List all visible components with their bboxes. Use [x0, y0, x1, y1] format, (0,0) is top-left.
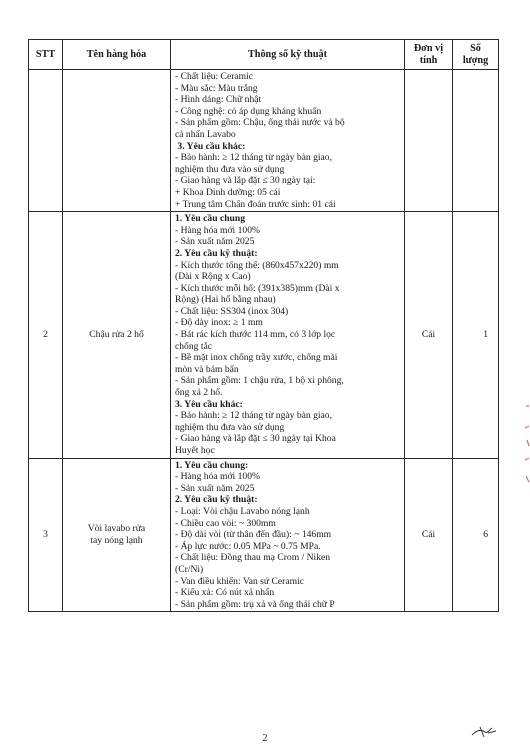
spec-section-heading: 3. Yêu cầu khác:	[175, 398, 243, 410]
spec-line: Rộng) (Hai hố bằng nhau)	[175, 294, 276, 306]
spec-line: - Màu sắc: Màu trắng	[175, 82, 258, 94]
spec-line: - Bảo hành: ≥ 12 tháng từ ngày bàn giao,	[175, 152, 333, 164]
header-unit-line1: Đơn vị	[413, 42, 444, 54]
spec-line: + Khoa Dinh dưỡng: 05 cái	[175, 186, 281, 198]
spec-line: - Công nghệ: có áp dụng kháng khuẩn	[175, 105, 322, 117]
table-row	[29, 458, 499, 612]
row-unit: Cái	[405, 212, 453, 458]
row-product-name	[63, 70, 171, 212]
row-unit: Cái	[405, 458, 453, 612]
spec-line: - Sản phẩm gồm: Chậu, ống thải nước và bộ	[175, 117, 345, 129]
table-row	[29, 212, 499, 458]
spec-line: cả nhấn Lavabo	[175, 128, 236, 140]
spec-section-heading: 2. Yêu cầu kỹ thuật:	[175, 494, 258, 506]
spec-section-heading: 1. Yêu cầu chung:	[175, 459, 249, 471]
spec-line: - Loại: Vòi chậu Lavabo nóng lạnh	[175, 505, 310, 517]
spec-line: - Giao hàng và lắp đặt ≤ 30 ngày tại:	[175, 175, 316, 187]
spec-line: + Trung tâm Chẩn đoán trước sinh: 01 cái	[175, 198, 336, 210]
row-unit	[405, 70, 453, 212]
spec-line: - Sản phẩm gồm: 1 chậu rửa, 1 bộ xi phông,	[175, 375, 344, 387]
spec-line: - Chiều cao vòi: ~ 300mm	[175, 517, 276, 529]
spec-line: Huyết học	[175, 445, 215, 456]
spec-line: mòn và bám bẩn	[175, 363, 239, 375]
header-product-name: Tên hàng hóa	[63, 40, 171, 70]
spec-line: - Kích thước mỗi hố: (391x385)mm (Dài x	[175, 282, 340, 294]
row-specifications	[171, 458, 405, 612]
table-header-row	[29, 40, 499, 70]
spec-line: nghiệm thu đưa vào sử dụng	[175, 163, 285, 175]
row-specifications	[171, 70, 405, 212]
row-quantity: 6	[453, 458, 499, 612]
signature-mark	[470, 724, 498, 740]
row-quantity: 1	[453, 212, 499, 458]
spec-section-heading: 1. Yêu cầu chung	[175, 213, 246, 225]
product-name-line1: Vòi lavabo rửa	[87, 523, 146, 535]
product-name-line2: tay nóng lạnh	[90, 534, 143, 546]
stamp-fragment-icon	[520, 398, 530, 488]
specifications-table	[28, 39, 499, 612]
spec-line: (Dài x Rộng x Cao)	[175, 271, 251, 283]
row-stt	[29, 70, 63, 212]
spec-line: - Chất liệu: Đồng thau mạ Crom / Niken	[175, 552, 331, 564]
spec-line: - Bát rác kích thước 114 mm, có 3 lớp lọc	[175, 329, 336, 341]
spec-line: - Sản xuất năm 2025	[175, 482, 255, 494]
row-stt: 2	[29, 212, 63, 458]
spec-line: - Giao hàng và lắp đặt ≤ 30 ngày tại Khoa	[175, 433, 336, 445]
row-product-name: Chậu rửa 2 hố	[63, 212, 171, 458]
spec-line: - Sản phẩm gồm: trụ xả và ống thải chữ P	[175, 598, 335, 610]
spec-line: - Sản xuất năm 2025	[175, 236, 255, 248]
header-specifications: Thông số kỹ thuật	[171, 40, 405, 70]
header-quantity-line2: lượng	[462, 54, 489, 66]
row-specifications	[171, 212, 405, 458]
spec-line: - Bề mặt inox chống trầy xước, chống mài	[175, 352, 338, 364]
spec-line: - Bảo hành: ≥ 12 tháng từ ngày bàn giao,	[175, 410, 333, 422]
spec-line: - Chất liệu: Ceramic	[175, 71, 254, 82]
row-quantity	[453, 70, 499, 212]
spec-line: - Van điều khiển: Van sứ Ceramic	[175, 575, 305, 587]
spec-line: - Chất liệu: SS304 (inox 304)	[175, 305, 289, 317]
header-unit	[405, 40, 453, 70]
spec-line: - Áp lực nước: 0.05 MPa ~ 0.75 MPa.	[175, 540, 321, 552]
spec-line: - Kiểu xả: Có nút xả nhấn	[175, 587, 275, 599]
header-stt: STT	[29, 40, 63, 70]
spec-line: nghiệm thu đưa vào sử dụng	[175, 421, 285, 433]
spec-section-heading: 3. Yêu cầu khác:	[175, 140, 246, 152]
spec-line: chống tắc	[175, 340, 213, 352]
spec-line: - Độ dày inox: ≥ 1 mm	[175, 317, 263, 329]
header-unit-line2: tính	[419, 54, 438, 66]
row-stt: 3	[29, 458, 63, 612]
spec-line: ống xả 2 hố.	[175, 387, 223, 399]
spec-line: (Cr/Ni)	[175, 563, 204, 575]
header-quantity-line1: Số	[470, 42, 481, 54]
row-product-name	[63, 458, 171, 612]
spec-line: - Kích thước tổng thể: (860x457x220) mm	[175, 259, 339, 271]
table-row	[29, 70, 499, 212]
spec-line: - Hàng hóa mới 100%	[175, 224, 261, 236]
spec-line: - Hình dáng: Chữ nhật	[175, 94, 262, 106]
spec-line: - Hàng hóa mới 100%	[175, 471, 261, 483]
header-quantity	[453, 40, 499, 70]
page-number: 2	[262, 733, 268, 744]
spec-section-heading: 2. Yêu cầu kỹ thuật:	[175, 247, 258, 259]
spec-line: - Độ dài vòi (từ thân đến đầu): ~ 146mm	[175, 529, 332, 541]
